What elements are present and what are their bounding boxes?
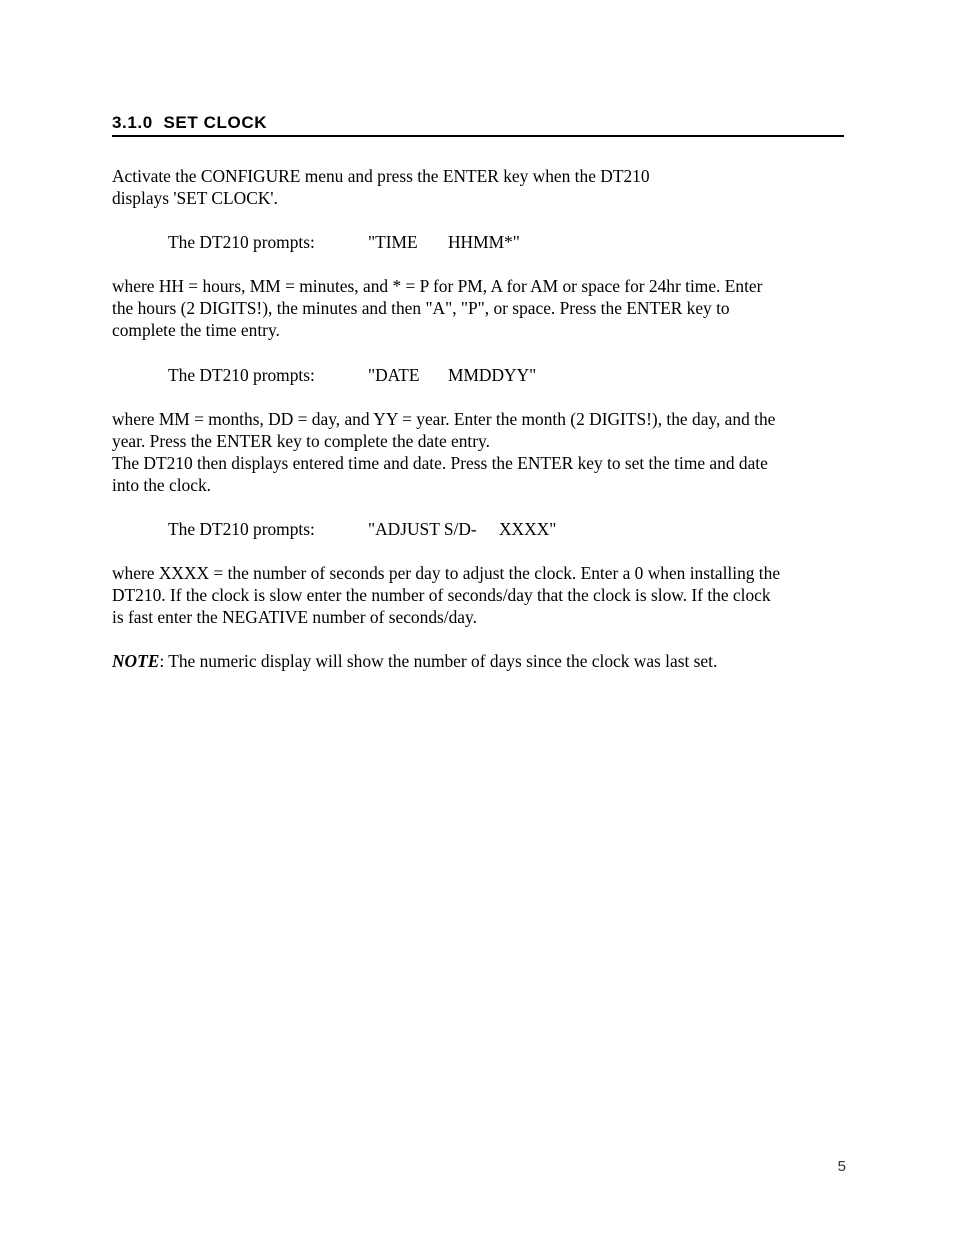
adjust-prompt-keyword: "ADJUST S/D- — [368, 519, 477, 539]
time-description-line: where HH = hours, MM = minutes, and * = P for PM, A for AM or space for 24hr time. Enter — [112, 276, 763, 296]
date-prompt-label: The DT210 prompts: — [168, 365, 315, 385]
intro-line: displays 'SET CLOCK'. — [112, 188, 278, 208]
date-prompt — [168, 364, 568, 386]
intro-paragraph — [112, 165, 844, 209]
page-number: 5 — [837, 1158, 846, 1175]
date-description-line: year. Press the ENTER key to complete the date entry. — [112, 431, 490, 451]
adjust-description-line: DT210. If the clock is slow enter the number of seconds/day that the clock is slow. If the clock — [112, 585, 771, 605]
time-prompt-label: The DT210 prompts: — [168, 232, 315, 252]
date-description — [112, 408, 844, 496]
time-prompt-keyword: "TIME — [368, 232, 418, 252]
date-description-line: where MM = months, DD = day, and YY = year. Enter the month (2 DIGITS!), the day, and the — [112, 409, 776, 429]
adjust-prompt-format: XXXX" — [499, 519, 557, 539]
date-description-line: into the clock. — [112, 475, 212, 495]
time-prompt-format: HHMM*" — [448, 232, 520, 252]
date-prompt-format: MMDDYY" — [448, 365, 537, 385]
time-description — [112, 275, 844, 341]
date-prompt-keyword: "DATE — [368, 365, 420, 385]
note-label: NOTE — [112, 651, 160, 671]
note-text: : The numeric display will show the number of days since the clock was last set. — [159, 651, 718, 671]
intro-line: Activate the CONFIGURE menu and press the ENTER key when the DT210 — [112, 166, 650, 186]
time-description-line: complete the time entry. — [112, 320, 280, 340]
section-heading-text: 3.1.0 SET CLOCK — [112, 113, 268, 132]
note-line — [112, 650, 844, 672]
note-paragraph — [112, 650, 844, 672]
adjust-prompt — [168, 518, 588, 540]
section-heading — [112, 113, 844, 137]
time-prompt — [168, 231, 568, 253]
adjust-description-line: where XXXX = the number of seconds per day to adjust the clock. Enter a 0 when installing the — [112, 563, 781, 583]
time-description-line: the hours (2 DIGITS!), the minutes and then "A", "P", or space. Press the ENTER key to — [112, 298, 730, 318]
date-description-line: The DT210 then displays entered time and date. Press the ENTER key to set the time and date — [112, 453, 768, 473]
adjust-prompt-label: The DT210 prompts: — [168, 519, 315, 539]
adjust-description — [112, 562, 844, 628]
adjust-description-line: is fast enter the NEGATIVE number of seconds/day. — [112, 607, 477, 627]
